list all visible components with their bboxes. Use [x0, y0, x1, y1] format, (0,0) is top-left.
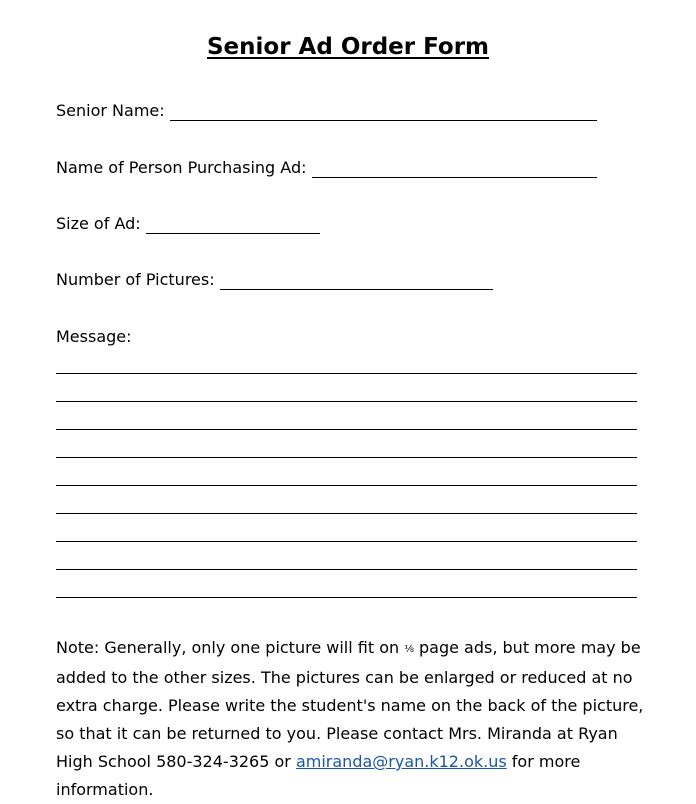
message-line[interactable]: [56, 541, 637, 542]
message-line[interactable]: [56, 401, 637, 402]
note-text-end: for more information.: [56, 752, 581, 799]
purchaser-name-label: Name of Person Purchasing Ad:: [56, 158, 307, 177]
senior-name-blank[interactable]: [170, 104, 597, 121]
message-line[interactable]: [56, 569, 637, 570]
message-line[interactable]: [56, 485, 637, 486]
note-text-middle: page ads, but more may be added to the other sizes. The pictures can be enlarged or reduced at no extra charge. Please write the student's name on the back of the picture, so that it can be returned to you. Please contact Mrs. Miranda at Ryan High School 580-324-3265 or: [56, 638, 644, 771]
purchaser-name-blank[interactable]: [312, 161, 597, 178]
ad-size-field: [56, 214, 320, 234]
senior-name-label: Senior Name:: [56, 101, 165, 120]
note-fraction: ⅛: [404, 644, 414, 655]
form-title: Senior Ad Order Form: [206, 34, 490, 60]
message-line[interactable]: [56, 373, 637, 374]
purchaser-name-field: [56, 158, 597, 178]
message-line[interactable]: [56, 513, 637, 514]
message-line[interactable]: [56, 429, 637, 430]
ad-size-blank[interactable]: [146, 217, 320, 234]
contact-email-link[interactable]: amiranda@ryan.k12.ok.us: [295, 752, 507, 771]
message-line[interactable]: [56, 597, 637, 598]
ad-size-label: Size of Ad:: [56, 214, 141, 233]
message-label: Message:: [56, 327, 132, 346]
senior-name-field: [56, 101, 597, 121]
note-paragraph: [56, 634, 646, 804]
picture-count-field: [56, 270, 493, 290]
note-text-start: Note: Generally, only one picture will fit on: [56, 638, 405, 657]
message-line[interactable]: [56, 457, 637, 458]
picture-count-blank[interactable]: [220, 273, 493, 290]
picture-count-label: Number of Pictures:: [56, 270, 215, 289]
